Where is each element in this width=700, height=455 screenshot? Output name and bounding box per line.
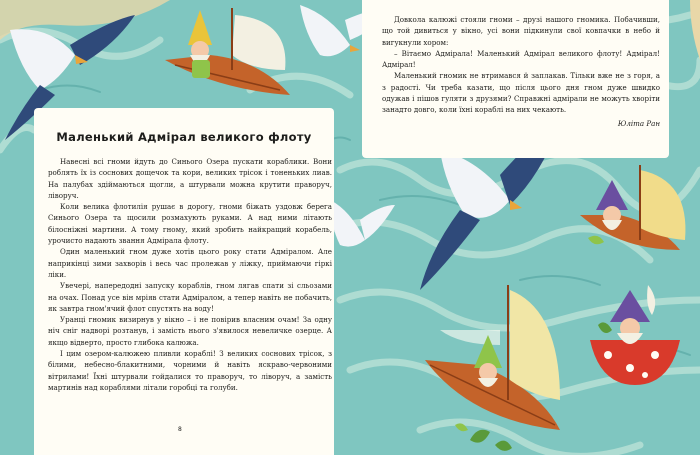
paragraph: Маленький гномик не втримався й заплакав. Тільки вже не з горя, а з радості. Чи треба казати, що після цього дня гном дуже швидко одужав і пішов гуляти з друзями? Справжні адмірали не можуть хворіти занадто довго, коли їхні кораблі на них чекають.: [382, 71, 660, 115]
leaf: [588, 236, 604, 245]
left-text-block: [48, 156, 332, 393]
sail: [510, 290, 560, 400]
right-text-block: [382, 14, 660, 129]
page-number: 8: [178, 426, 182, 433]
leaf: [495, 441, 512, 451]
story-title: Маленький Адмірал великого флоту: [56, 130, 312, 144]
leaf: [470, 430, 490, 443]
paragraph: Увечері, напередодні запуску кораблів, гном лягав спати зі сльозами на очах. Понад усе він мріяв стати Адміралом, а тепер навіть не побачить, як завтра гном'ячий флот спустять на воду!: [48, 281, 332, 313]
paragraph: Коли велика флотилія рушає в дорогу, гноми біжать уздовж берега Синього Озера та щосили розмахують руками. А над ними літають білосніжні мартини. А тому гному, який зробить найкращий корабель, урочисто надають звання Адмірала флоту.: [48, 202, 332, 246]
left-page-panel: [34, 108, 334, 455]
wooden-boat: [165, 8, 290, 95]
paragraph: Довкола калюжі стояли гноми – друзі нашого гномика. Побачивши, що той дивиться у вікно, усі вони підкинули свої ковпачки в небо й вигукнули хором:: [382, 15, 660, 47]
sail: [640, 170, 685, 240]
paragraph: Уранці гномик визирнув у вікно – і не повірив власним очам! За одну ніч сніг надворі розтанув, і замість нього з'явилося невеличке озерце. А якщо відверто, просто глибока калюжа.: [48, 315, 332, 347]
paragraph: Навесні всі гноми йдуть до Синього Озера пускати кораблики. Вони роблять їх із соснових дощечок та кори, великих трісок і тоненьких лиав. На палубах здіймаються щогли, а штурвали можна крутити праворуч, ліворуч.: [48, 157, 332, 200]
paragraph: Один маленький гном дуже хотів цього року стати Адміралом. Але наприкінці зими захворів і весь час пролежав у ліжку, приймаючи гіркі ліки.: [48, 247, 332, 279]
paragraph: І цим озером-калюжею пливли кораблі! З великих соснових трісок, з білими, небесно-блакитними, чорними й навіть яскраво-червоними вітрилами! Їхні штурвали гойдалися то праворуч, то ліворуч, а замість мартинів над кораблями літали горобці та голуби.: [48, 349, 332, 392]
right-page-panel: [362, 0, 669, 158]
gnome: [610, 285, 655, 344]
paragraph: – Вітаємо Адмірала! Маленький Адмірал великого флоту! Адмірал! Адмірал!: [382, 48, 660, 70]
author-signature: Юліта Ран: [617, 118, 660, 128]
